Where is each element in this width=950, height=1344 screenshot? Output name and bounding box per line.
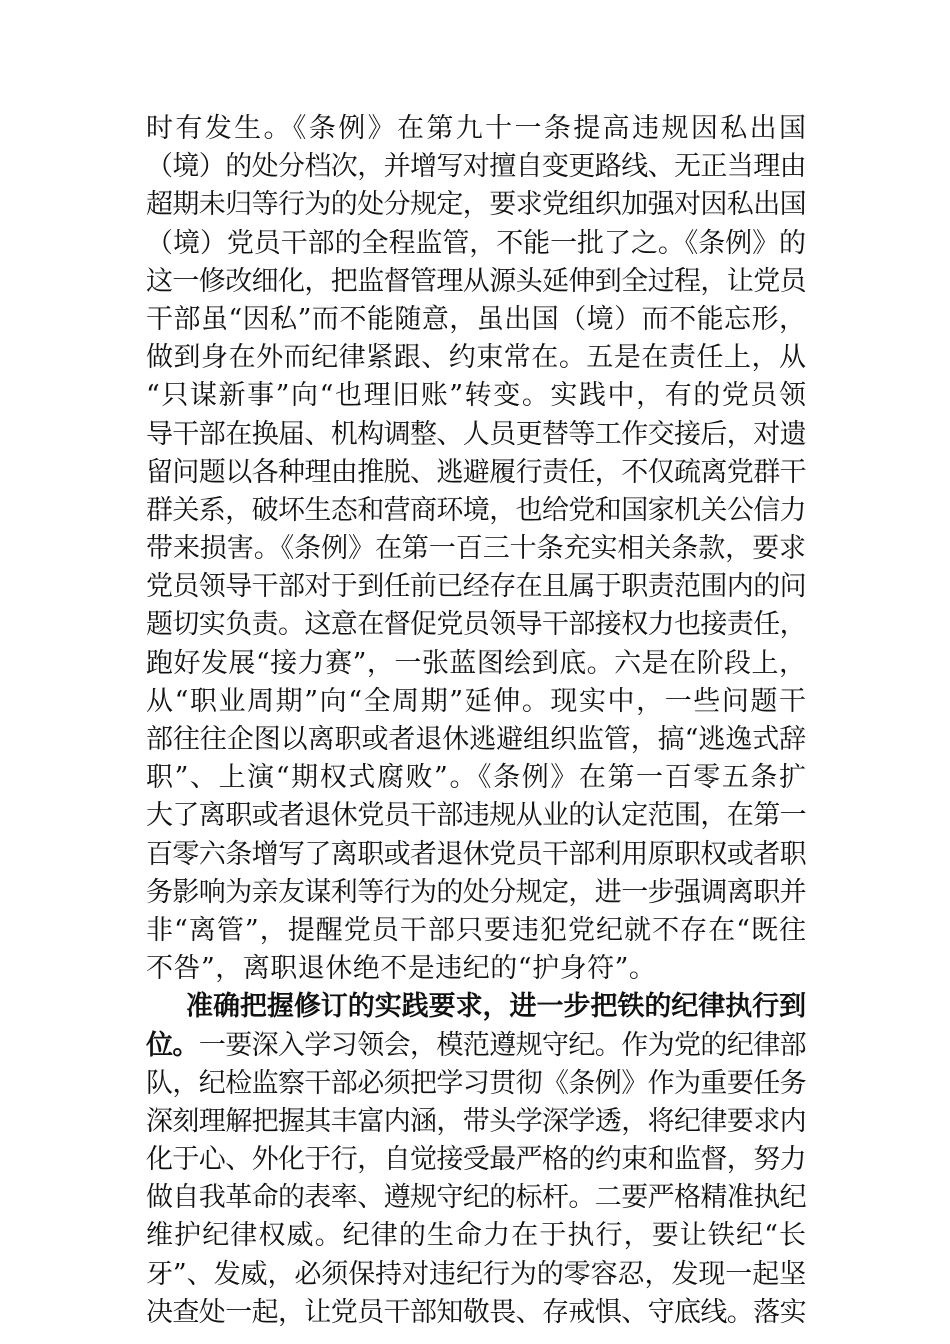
paragraph-1-line: 职”、上演“期权式腐败”。《条例》在第一百零五条扩 bbox=[146, 762, 806, 794]
paragraph-2-line: 做自我革命的表率、遵规守纪的标杆。二要严格精准执纪 bbox=[146, 1182, 806, 1214]
paragraph-1-line: 跑好发展“接力赛”，一张蓝图绘到底。六是在阶段上， bbox=[146, 647, 806, 679]
paragraph-1-line: 务影响为亲友谋利等行为的处分规定，进一步强调离职并 bbox=[146, 876, 806, 908]
paragraph-1-line: 带来损害。《条例》在第一百三十条充实相关条款，要求 bbox=[146, 533, 806, 565]
paragraph-2-line: 深刻理解把握其丰富内涵，带头学深学透，将纪律要求内 bbox=[146, 1105, 806, 1137]
paragraph-1-line: 党员领导干部对于到任前已经存在且属于职责范围内的问 bbox=[146, 571, 806, 603]
document-body bbox=[146, 110, 806, 1332]
paragraph-2-line: 队，纪检监察干部必须把学习贯彻《条例》作为重要任务 bbox=[146, 1067, 806, 1099]
paragraph-2-heading-end: 位。 bbox=[146, 1029, 199, 1061]
paragraph-1-line: 群关系，破坏生态和营商环境，也给党和国家机关公信力 bbox=[146, 494, 806, 526]
paragraph-1-line: 导干部在换届、机构调整、人员更替等工作交接后，对遗 bbox=[146, 418, 806, 450]
paragraph-1-line: 做到身在外而纪律紧跟、约束常在。五是在责任上，从 bbox=[146, 342, 806, 374]
paragraph-1-line: 留问题以各种理由推脱、逃避履行责任，不仅疏离党群干 bbox=[146, 456, 806, 488]
paragraph-2-line-text: 一要深入学习领会，模范遵规守纪。作为党的纪律部 bbox=[198, 1029, 806, 1061]
paragraph-2-line: 维护纪律权威。纪律的生命力在于执行，要让铁纪“长 bbox=[146, 1220, 806, 1252]
paragraph-1-line: （境）党员干部的全程监管，不能一批了之。《条例》的 bbox=[146, 227, 806, 259]
paragraph-1-line: 干部虽“因私”而不能随意，虽出国（境）而不能忘形， bbox=[146, 303, 806, 335]
paragraph-1-line: 题切实负责。这意在督促党员领导干部接权力也接责任， bbox=[146, 609, 806, 641]
paragraph-1-line: 超期未归等行为的处分规定，要求党组织加强对因私出国 bbox=[146, 189, 806, 221]
paragraph-1-line: 从“职业周期”向“全周期”延伸。现实中，一些问题干 bbox=[146, 685, 806, 717]
paragraph-1-line: 不咎”，离职退休绝不是违纪的“护身符”。 bbox=[146, 953, 657, 985]
paragraph-1-line: （境）的处分档次，并增写对擅自变更路线、无正当理由 bbox=[146, 151, 806, 183]
paragraph-2-line: 决查处一起，让党员干部知敬畏、存戒惧、守底线。落实 bbox=[146, 1296, 806, 1328]
paragraph-1-line: 这一修改细化，把监督管理从源头延伸到全过程，让党员 bbox=[146, 265, 806, 297]
paragraph-1-line: 百零六条增写了离职或者退休党员干部利用原职权或者职 bbox=[146, 838, 806, 870]
paragraph-1-line: 时有发生。《条例》在第九十一条提高违规因私出国 bbox=[146, 113, 806, 144]
paragraph-2-line: 化于心、外化于行，自觉接受最严格的约束和监督，努力 bbox=[146, 1144, 806, 1176]
paragraph-2-line bbox=[146, 1027, 806, 1065]
paragraph-1-line: 部往往企图以离职或者退休逃避组织监管，搞“逃逸式辞 bbox=[146, 724, 806, 755]
paragraph-1-line: “只谋新事”向“也理旧账”转变。实践中，有的党员领 bbox=[146, 380, 806, 412]
paragraph-1-line: 大了离职或者退休党员干部违规从业的认定范围，在第一 bbox=[146, 800, 806, 832]
paragraph-1-line: 非“离管”，提醒党员干部只要违犯党纪就不存在“既往 bbox=[146, 914, 806, 946]
paragraph-2-line: 牙”、发威，必须保持对违纪行为的零容忍，发现一起坚 bbox=[146, 1258, 806, 1290]
paragraph-2-heading: 准确把握修订的实践要求，进一步把铁的纪律执行到 bbox=[186, 991, 806, 1023]
